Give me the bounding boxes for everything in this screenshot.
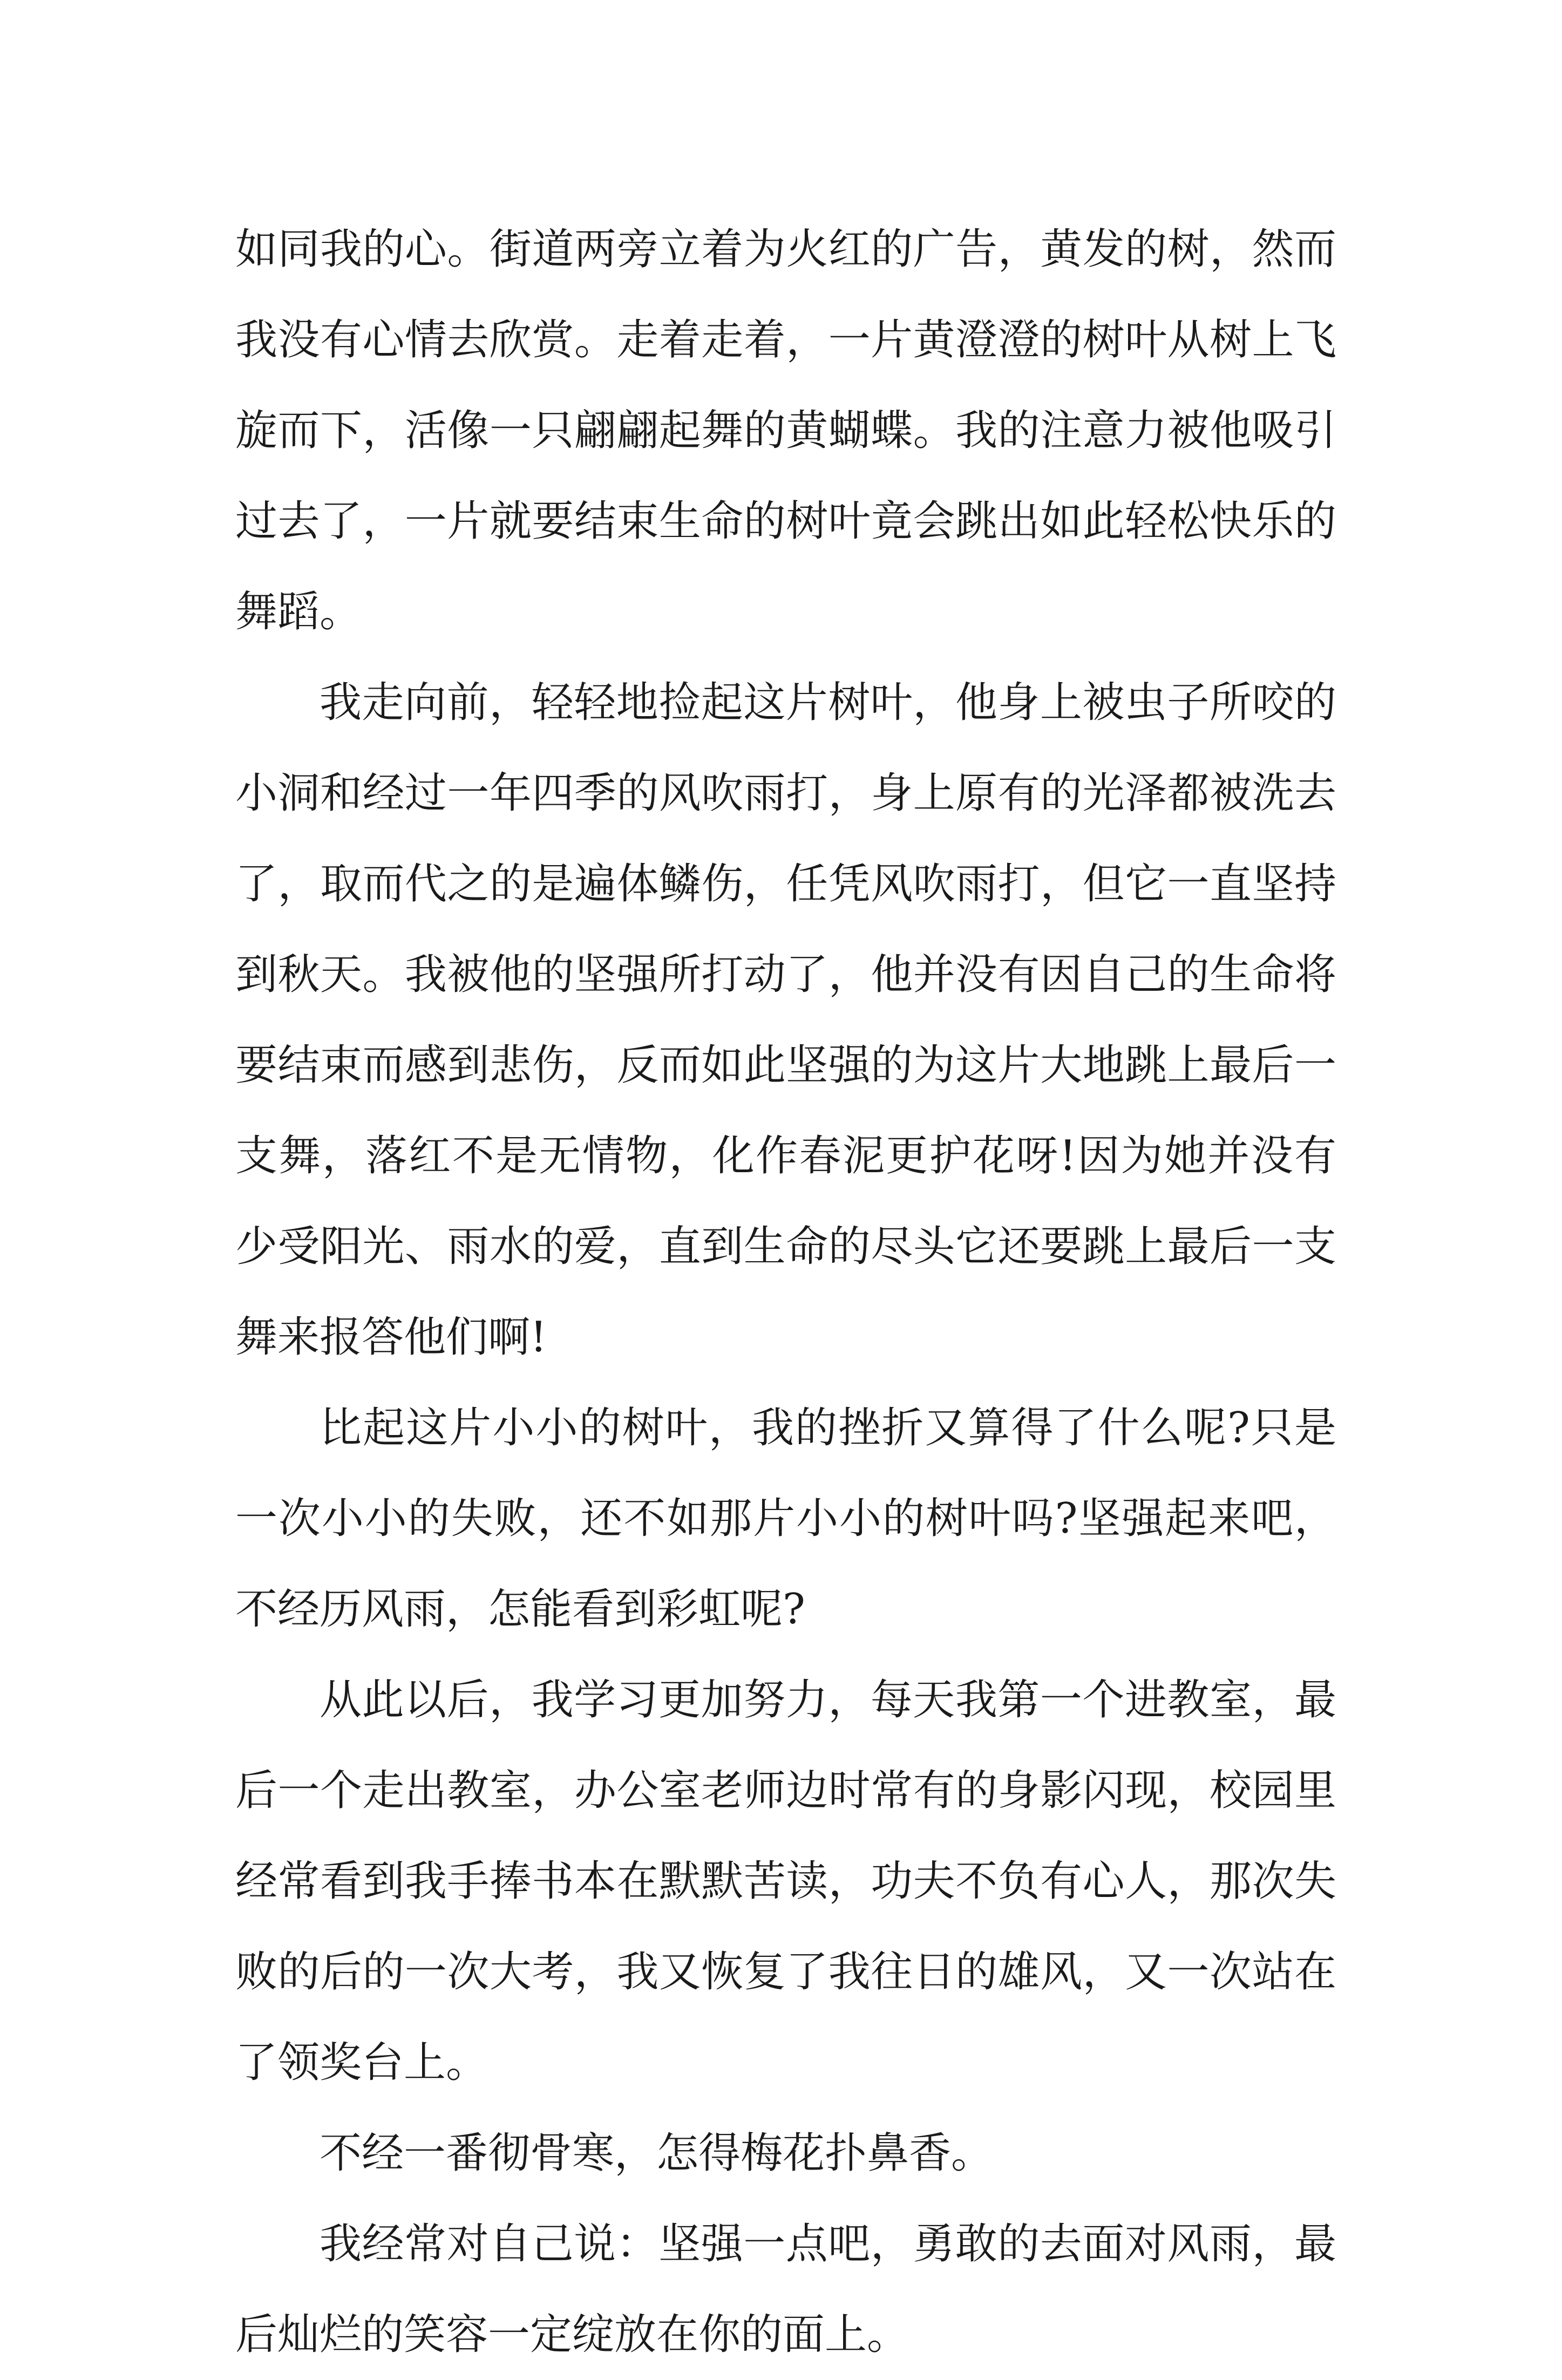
paragraph-1: 如同我的心。街道两旁立着为火红的广告，黄发的树，然而我没有心情去欣赏。走着走着，一片黄澄澄的树叶从树上飞旋而下，活像一只翩翩起舞的黄蝴蝶。我的注意力被他吸引过去了，一片就要结束生命的树叶竟会跳出如此轻松快乐的舞蹈。 <box>235 225 1336 636</box>
paragraph-6: 我经常对自己说：坚强一点吧，勇敢的去面对风雨，最后灿烂的笑容一定绽放在你的面上。 <box>235 2220 1336 2359</box>
paragraph-4: 从此以后，我学习更加努力，每天我第一个进教室，最后一个走出教室，办公室老师边时常有的身影闪现，校园里经常看到我手捧书本在默默苦读，功夫不负有心人，那次失败的后的一次大考，我又恢复了我往日的雄风，又一次站在了领奖台上。 <box>235 1676 1336 2087</box>
paragraph-3: 比起这片小小的树叶，我的挫折又算得了什么呢?只是一次小小的失败，还不如那片小小的树叶吗?坚强起来吧，不经历风雨，怎能看到彩虹呢? <box>235 1404 1336 1634</box>
document-body <box>235 204 1336 2380</box>
paragraph-5: 不经一番彻骨寒，怎得梅花扑鼻香。 <box>320 2129 994 2178</box>
paragraph-2: 我走向前，轻轻地捡起这片树叶，他身上被虫子所咬的小洞和经过一年四季的风吹雨打，身上原有的光泽都被洗去了，取而代之的是遍体鳞伤，任凭风吹雨打，但它一直坚持到秋天。我被他的坚强所打动了，他并没有因自己的生命将要结束而感到悲伤，反而如此坚强的为这片大地跳上最后一支舞，落红不是无情物，化作春泥更护花呀!因为她并没有少受阳光、雨水的爱，直到生命的尽头它还要跳上最后一支舞来报答他们啊! <box>235 678 1336 1362</box>
